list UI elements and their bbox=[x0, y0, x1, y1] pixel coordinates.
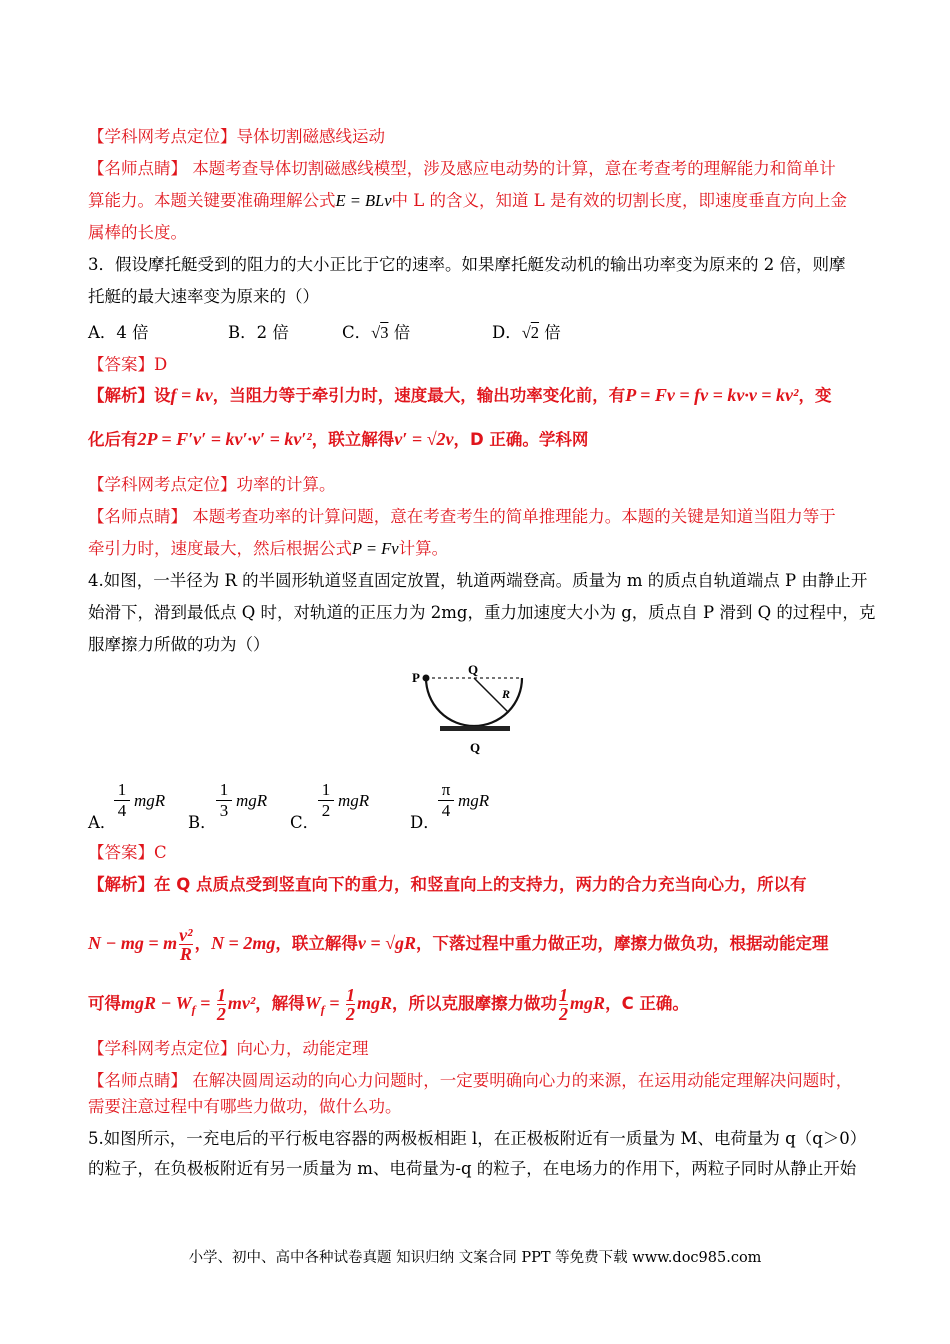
formula-p-fv: P = Fv bbox=[352, 539, 399, 558]
q4-dianjing-line2: 需要注意过程中有哪些力做功，做什么功。 bbox=[88, 1097, 402, 1116]
q4-kaodian: 【学科网考点定位】向心力，动能定理 bbox=[88, 1039, 369, 1058]
q4-jiexi-line3: 可得mgR − $W_f$ = $\frac{1}{2}$ mv²，解得$W_f$ = $\frac{1}{2}$ mgR，所以克服摩擦力做功 $\frac{1}{2}$ mgR，C 正确。 bbox=[88, 985, 689, 1024]
q2-kaodian: 【学科网考点定位】导体切割磁感线运动 bbox=[88, 127, 385, 146]
q4-option-a-tail: mgR bbox=[134, 791, 166, 810]
q3-option-d: D．√2 倍 bbox=[492, 323, 561, 342]
q3-stem-line2: 托艇的最大速率变为原来的（） bbox=[88, 287, 319, 306]
q4-option-b-tail: mgR bbox=[236, 791, 268, 810]
q4-option-b-fraction: 1 3 bbox=[216, 780, 232, 821]
q4-answer: 【答案】C bbox=[88, 843, 167, 862]
q3-option-c: C．√3 倍 bbox=[342, 323, 411, 342]
q4-jiexi-line2: N − mg = m $\frac{\text{v²}}{R}$ ，N = 2mg，联立解得v = √gR，下落过程中重力做正功，摩擦力做负功，根据动能定理 bbox=[88, 925, 829, 964]
ground-bar bbox=[440, 726, 510, 731]
q4-option-c-label: C． bbox=[290, 813, 320, 832]
q3-stem-line1: 3．假设摩托艇受到的阻力的大小正比于它的速率。如果摩托艇发动机的输出功率变为原来的 2 倍，则摩 bbox=[88, 255, 846, 274]
q4-stem-line1: 4.如图，一半径为 R 的半圆形轨道竖直固定放置，轨道两端登高。质量为 m 的质点自轨道端点 P 由静止开 bbox=[88, 571, 868, 590]
q3-kaodian: 【学科网考点定位】功率的计算。 bbox=[88, 475, 336, 494]
q4-option-c-tail: mgR bbox=[338, 791, 370, 810]
q3-dianjing-line1: 【名师点睛】 本题考查功率的计算问题，意在考查考生的简单推理能力。本题的关键是知道当阻力等于 bbox=[88, 507, 836, 526]
q4-semicircle-figure bbox=[404, 664, 544, 764]
semicircle-arc bbox=[426, 678, 522, 726]
q3-jiexi-line1: 【解析】设f = kv，当阻力等于牵引力时，速度最大，输出功率变化前，有P = Fv = fv = kv·v = kv²，变 bbox=[88, 385, 832, 405]
particle-dot bbox=[423, 675, 430, 682]
q3-option-b: B．2 倍 bbox=[228, 323, 289, 342]
q4-option-d-label: D． bbox=[410, 813, 440, 832]
q4-option-d-tail: mgR bbox=[458, 791, 490, 810]
formula-e-blv: E = BLv bbox=[335, 191, 392, 210]
q4-stem-line2: 始滑下，滑到最低点 Q 时，对轨道的正压力为 2mg，重力加速度大小为 g，质点自 P 滑到 Q 的过程中，克 bbox=[88, 603, 876, 622]
q4-dianjing-line1: 【名师点睛】 在解决圆周运动的向心力问题时，一定要明确向心力的来源，在运用动能定理解决问题时， bbox=[88, 1071, 853, 1090]
q3-jiexi-line2: 化后有2P = F′v′ = kv′·v′ = kv′²，联立解得v′ = √2v，D 正确。学科网 bbox=[88, 429, 589, 449]
label-q-bottom: Q bbox=[470, 740, 481, 755]
q3-answer: 【答案】D bbox=[88, 355, 168, 374]
label-p: P bbox=[412, 670, 420, 685]
semicircle-track-diagram bbox=[404, 664, 544, 764]
q4-option-d-fraction: π 4 bbox=[438, 780, 454, 821]
q4-stem-line3: 服摩擦力所做的功为（） bbox=[88, 635, 270, 654]
q3-option-a: A．4 倍 bbox=[88, 323, 149, 342]
q4-jiexi-line1: 【解析】在 Q 点质点受到竖直向下的重力，和竖直向上的支持力，两力的合力充当向心力，所以有 bbox=[88, 875, 807, 894]
q4-option-a-fraction: 1 4 bbox=[114, 780, 130, 821]
q4-option-b-label: B． bbox=[188, 813, 217, 832]
q2-dianjing-line1: 【名师点睛】 本题考查导体切割磁感线模型，涉及感应电动势的计算，意在考查考的理解能力和简单计 bbox=[88, 159, 836, 178]
q2-dianjing-line2: 算能力。本题关键要准确理解公式E = BLv中 L 的含义，知道 L 是有效的切割长度，即速度垂直方向上金 bbox=[88, 191, 847, 210]
label-r: R bbox=[502, 687, 511, 701]
page-footer: 小学、初中、高中各种试卷真题 知识归纳 文案合同 PPT 等免费下载 www.doc985.com bbox=[188, 1250, 762, 1266]
q3-dianjing-line2: 牵引力时，速度最大，然后根据公式P = Fv计算。 bbox=[88, 539, 449, 558]
label-q-top: Q bbox=[468, 664, 479, 677]
q2-dianjing-line3: 属棒的长度。 bbox=[88, 223, 187, 242]
q4-option-c-fraction: 1 2 bbox=[318, 780, 334, 821]
q4-option-a-label: A． bbox=[88, 813, 117, 832]
q5-stem-line2: 的粒子，在负极板附近有另一质量为 m、电荷量为-q 的粒子，在电场力的作用下，两粒子同时从静止开始 bbox=[88, 1159, 857, 1178]
q5-stem-line1: 5.如图所示，一充电后的平行板电容器的两极板相距 l，在正极板附近有一质量为 M、电荷量为 q（q＞0） bbox=[88, 1129, 867, 1148]
